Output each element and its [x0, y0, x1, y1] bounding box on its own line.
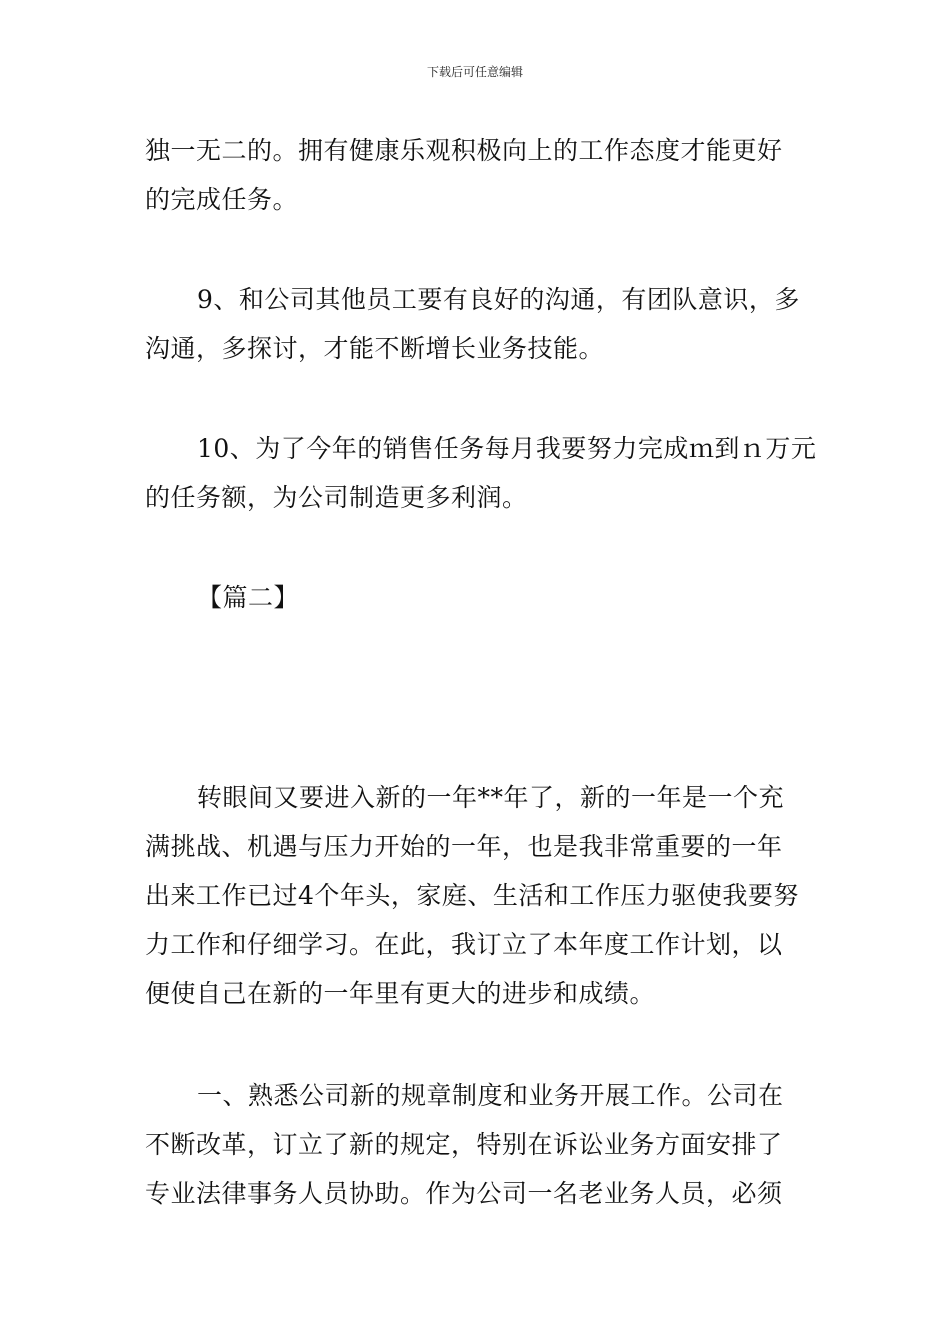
text-line: 专业法律事务人员协助。作为公司一名老业务人员，必须 — [145, 1179, 783, 1208]
text-line: 不断改革，订立了新的规定，特别在诉讼业务方面安排了 — [145, 1130, 783, 1159]
text-line: 转眼间又要进入新的一年**年了，新的一年是一个充 — [197, 783, 785, 812]
section-heading — [145, 573, 807, 622]
header-note: 下载后可任意编辑 — [426, 65, 523, 79]
paragraph-item-9 — [145, 275, 807, 373]
text-line: 10、为了今年的销售任务每月我要努力完成ｍ到ｎ万元 — [197, 434, 817, 463]
text-line: 的完成任务。 — [145, 185, 299, 214]
paragraph-section-one — [145, 1071, 807, 1218]
paragraph-continuation — [145, 126, 807, 224]
text-line: 独一无二的。拥有健康乐观积极向上的工作态度才能更好 — [145, 136, 783, 165]
text-line: 沟通，多探讨，才能不断增长业务技能。 — [145, 334, 605, 363]
text-line: 力工作和仔细学习。在此，我订立了本年度工作计划，以 — [145, 930, 783, 959]
paragraph-intro — [145, 773, 807, 1018]
text-line: 9、和公司其他员工要有良好的沟通，有团队意识，多 — [197, 285, 800, 314]
paragraph-item-10 — [145, 424, 817, 522]
text-line: 的任务额，为公司制造更多利润。 — [145, 483, 528, 512]
text-line: 出来工作已过4个年头，家庭、生活和工作压力驱使我要努 — [145, 881, 799, 910]
text-line: 满挑战、机遇与压力开始的一年，也是我非常重要的一年 — [145, 832, 783, 861]
text-line: 一、熟悉公司新的规章制度和业务开展工作。公司在 — [197, 1081, 784, 1110]
section-heading-text: 【篇二】 — [197, 583, 300, 612]
text-line: 便使自己在新的一年里有更大的进步和成绩。 — [145, 979, 656, 1008]
